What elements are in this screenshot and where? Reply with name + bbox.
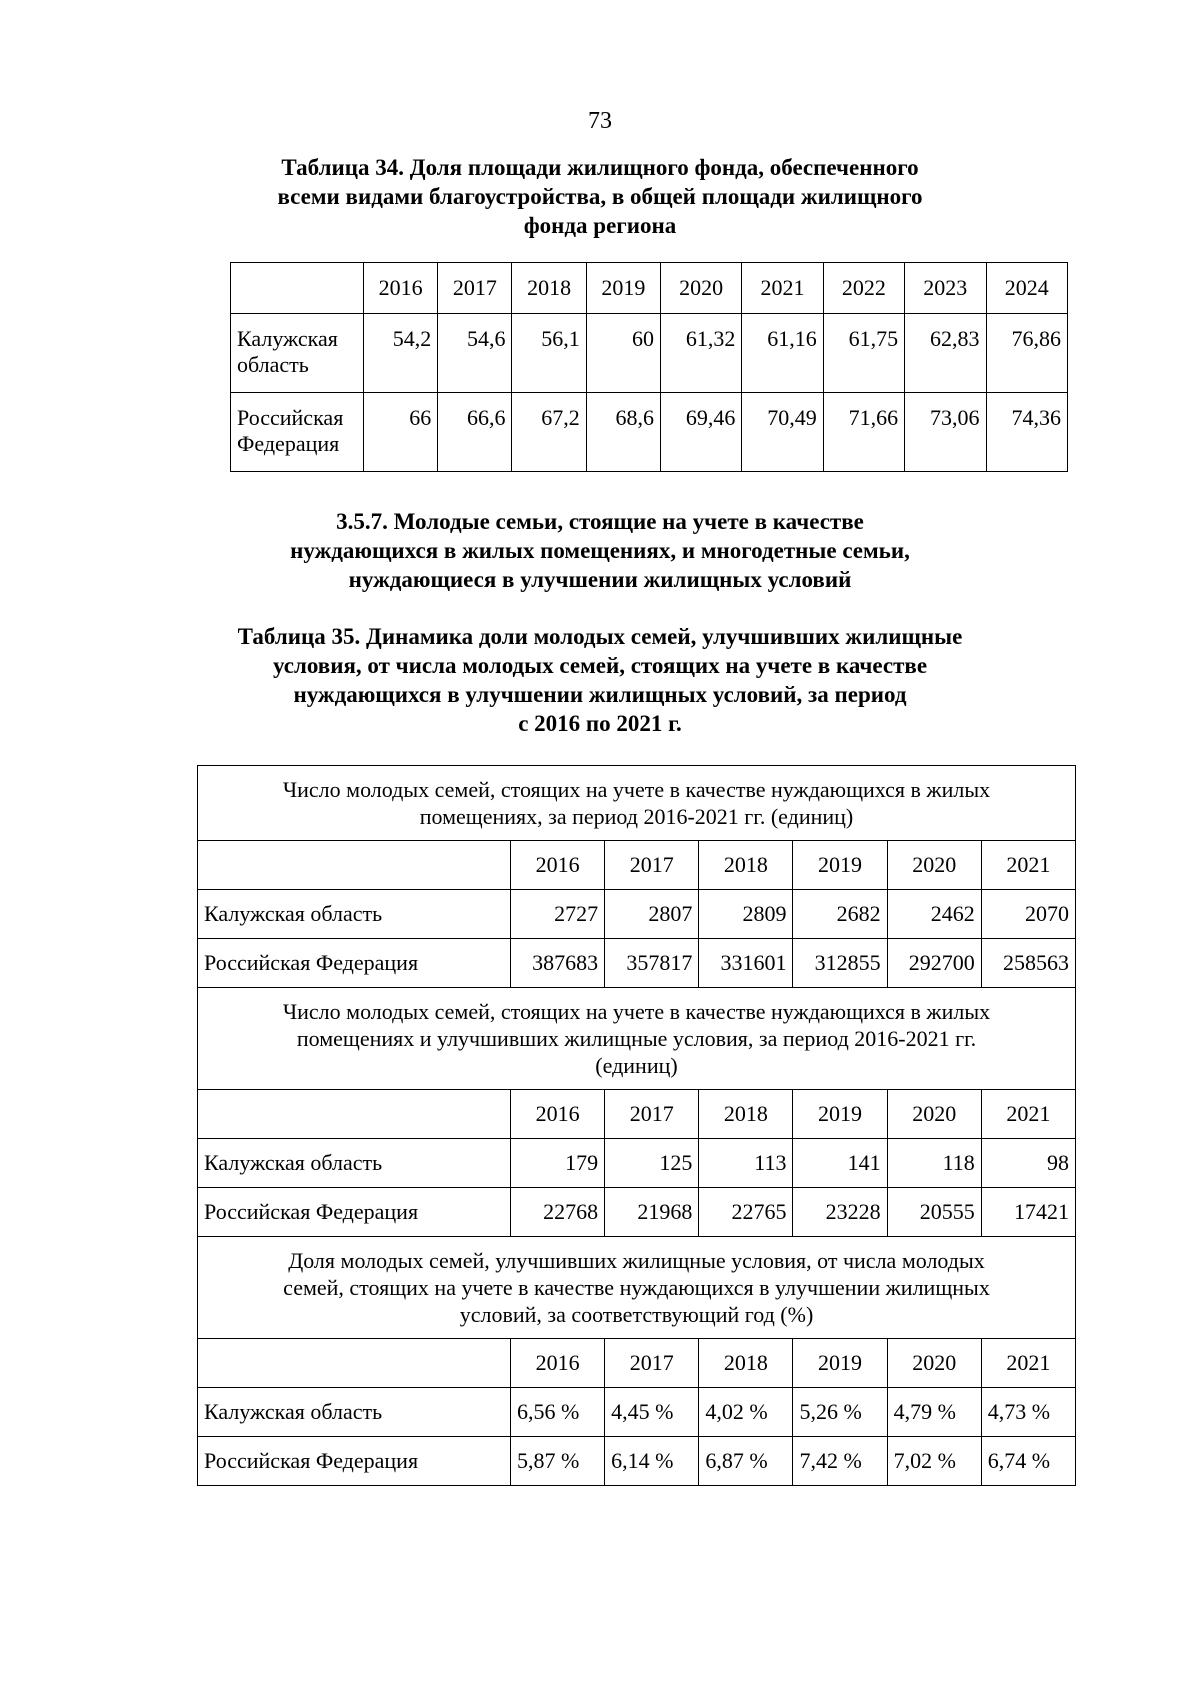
block-header-line: помещениях, за период 2016-2021 гг. (единиц) <box>419 804 854 829</box>
value-cell: 7,02 % <box>887 1437 981 1486</box>
block-header <box>198 988 1076 1090</box>
year-header: 2019 <box>793 841 887 890</box>
year-header: 2022 <box>823 263 904 314</box>
block-header-line: семей, стоящих на учете в качестве нуждающихся в улучшении жилищных <box>283 1275 990 1300</box>
value-cell: 2727 <box>511 890 605 939</box>
table-header-row <box>198 1339 1076 1388</box>
title-line: нуждающихся в жилых помещениях, и многодетные семьи, <box>290 538 910 563</box>
block-header-row <box>198 766 1076 841</box>
year-header: 2017 <box>605 1339 699 1388</box>
value-cell: 312855 <box>793 939 887 988</box>
block-header-line: Число молодых семей, стоящих на учете в качестве нуждающихся в жилых <box>282 999 991 1024</box>
value-cell: 61,32 <box>660 314 741 393</box>
value-cell: 4,45 % <box>605 1388 699 1437</box>
value-cell: 179 <box>511 1139 605 1188</box>
year-header: 2016 <box>364 263 438 314</box>
row-label-line: Федерация <box>237 431 340 456</box>
value-cell: 6,14 % <box>605 1437 699 1486</box>
block-header <box>198 1237 1076 1339</box>
value-cell: 5,87 % <box>511 1437 605 1486</box>
table-row <box>231 314 1068 393</box>
table-header-row <box>198 841 1076 890</box>
row-label <box>231 393 364 472</box>
title-line: Таблица 34. Доля площади жилищного фонда, обеспеченного <box>281 155 919 180</box>
year-header: 2019 <box>586 263 660 314</box>
value-cell: 4,02 % <box>699 1388 793 1437</box>
row-label-line: Российская <box>237 405 344 430</box>
row-label-line: Калужская <box>237 326 338 351</box>
block-header-line: (единиц) <box>595 1053 678 1078</box>
table-row <box>198 890 1076 939</box>
value-cell: 22765 <box>699 1188 793 1237</box>
value-cell: 21968 <box>605 1188 699 1237</box>
row-label: Российская Федерация <box>198 1437 511 1486</box>
year-header: 2016 <box>511 841 605 890</box>
value-cell: 292700 <box>887 939 981 988</box>
year-header: 2020 <box>887 841 981 890</box>
block-header-line: Доля молодых семей, улучшивших жилищные условия, от числа молодых <box>288 1248 985 1273</box>
block-header-row <box>198 1237 1076 1339</box>
title-line: фонда региона <box>523 213 677 238</box>
value-cell: 7,42 % <box>793 1437 887 1486</box>
year-header: 2016 <box>511 1090 605 1139</box>
table-row <box>198 1437 1076 1486</box>
value-cell: 2807 <box>605 890 699 939</box>
value-cell: 113 <box>699 1139 793 1188</box>
row-label: Калужская область <box>198 1388 511 1437</box>
year-header: 2018 <box>699 1090 793 1139</box>
value-cell: 54,2 <box>364 314 438 393</box>
block-header-line: Число молодых семей, стоящих на учете в качестве нуждающихся в жилых <box>282 777 991 802</box>
value-cell: 2462 <box>887 890 981 939</box>
year-header: 2020 <box>887 1339 981 1388</box>
empty-header-cell <box>198 1090 511 1139</box>
table-row <box>198 939 1076 988</box>
table-row <box>198 1139 1076 1188</box>
table-35 <box>197 765 1076 1486</box>
value-cell: 56,1 <box>512 314 586 393</box>
year-header: 2021 <box>981 1339 1075 1388</box>
value-cell: 125 <box>605 1139 699 1188</box>
year-header: 2021 <box>742 263 823 314</box>
year-header: 2018 <box>699 1339 793 1388</box>
value-cell: 2070 <box>981 890 1075 939</box>
title-line: нуждающиеся в улучшении жилищных условий <box>348 567 852 592</box>
value-cell: 61,75 <box>823 314 904 393</box>
year-header: 2023 <box>905 263 986 314</box>
value-cell: 22768 <box>511 1188 605 1237</box>
title-line: нуждающихся в улучшении жилищных условий, за период <box>293 682 907 707</box>
value-cell: 20555 <box>887 1188 981 1237</box>
value-cell: 6,74 % <box>981 1437 1075 1486</box>
value-cell: 387683 <box>511 939 605 988</box>
year-header: 2017 <box>605 1090 699 1139</box>
value-cell: 61,16 <box>742 314 823 393</box>
table-row <box>198 1188 1076 1237</box>
value-cell: 73,06 <box>905 393 986 472</box>
block-header-line: условий, за соответствующий год (%) <box>459 1302 814 1327</box>
value-cell: 67,2 <box>512 393 586 472</box>
year-header: 2021 <box>981 841 1075 890</box>
value-cell: 2809 <box>699 890 793 939</box>
value-cell: 6,56 % <box>511 1388 605 1437</box>
value-cell: 69,46 <box>660 393 741 472</box>
value-cell: 66 <box>364 393 438 472</box>
year-header: 2024 <box>986 263 1068 314</box>
page-number: 73 <box>588 108 612 134</box>
value-cell: 70,49 <box>742 393 823 472</box>
title-line: условия, от числа молодых семей, стоящих на учете в качестве <box>272 653 928 678</box>
year-header: 2017 <box>605 841 699 890</box>
value-cell: 4,73 % <box>981 1388 1075 1437</box>
table-34 <box>230 262 1068 472</box>
table-row <box>198 1388 1076 1437</box>
value-cell: 141 <box>793 1139 887 1188</box>
year-header: 2018 <box>512 263 586 314</box>
block-header-row <box>198 988 1076 1090</box>
value-cell: 6,87 % <box>699 1437 793 1486</box>
year-header: 2016 <box>511 1339 605 1388</box>
block-header-line: помещениях и улучшивших жилищные условия, за период 2016-2021 гг. <box>296 1026 977 1051</box>
row-label: Российская Федерация <box>198 1188 511 1237</box>
value-cell: 71,66 <box>823 393 904 472</box>
empty-header-cell <box>198 841 511 890</box>
table-header-row <box>231 263 1068 314</box>
row-label <box>231 314 364 393</box>
empty-header-cell <box>231 263 364 314</box>
year-header: 2021 <box>981 1090 1075 1139</box>
value-cell: 76,86 <box>986 314 1068 393</box>
title-line: всеми видами благоустройства, в общей площади жилищного <box>277 184 923 209</box>
year-header: 2020 <box>660 263 741 314</box>
value-cell: 331601 <box>699 939 793 988</box>
value-cell: 2682 <box>793 890 887 939</box>
empty-header-cell <box>198 1339 511 1388</box>
table-34-title <box>0 153 1200 240</box>
title-line: с 2016 по 2021 г. <box>518 711 682 736</box>
year-header: 2020 <box>887 1090 981 1139</box>
year-header: 2018 <box>699 841 793 890</box>
year-header: 2019 <box>793 1090 887 1139</box>
value-cell: 54,6 <box>438 314 512 393</box>
title-line: Таблица 35. Динамика доли молодых семей, улучшивших жилищные <box>237 624 963 649</box>
year-header: 2017 <box>438 263 512 314</box>
row-label: Российская Федерация <box>198 939 511 988</box>
value-cell: 74,36 <box>986 393 1068 472</box>
year-header: 2019 <box>793 1339 887 1388</box>
table-header-row <box>198 1090 1076 1139</box>
row-label-line: область <box>237 352 309 377</box>
row-label: Калужская область <box>198 1139 511 1188</box>
section-title <box>0 507 1200 594</box>
value-cell: 66,6 <box>438 393 512 472</box>
value-cell: 60 <box>586 314 660 393</box>
value-cell: 17421 <box>981 1188 1075 1237</box>
value-cell: 4,79 % <box>887 1388 981 1437</box>
value-cell: 5,26 % <box>793 1388 887 1437</box>
block-header <box>198 766 1076 841</box>
table-row <box>231 393 1068 472</box>
value-cell: 258563 <box>981 939 1075 988</box>
title-line: 3.5.7. Молодые семьи, стоящие на учете в качестве <box>336 509 864 534</box>
table-35-title <box>0 622 1200 738</box>
value-cell: 357817 <box>605 939 699 988</box>
value-cell: 68,6 <box>586 393 660 472</box>
value-cell: 98 <box>981 1139 1075 1188</box>
value-cell: 118 <box>887 1139 981 1188</box>
value-cell: 23228 <box>793 1188 887 1237</box>
value-cell: 62,83 <box>905 314 986 393</box>
row-label: Калужская область <box>198 890 511 939</box>
